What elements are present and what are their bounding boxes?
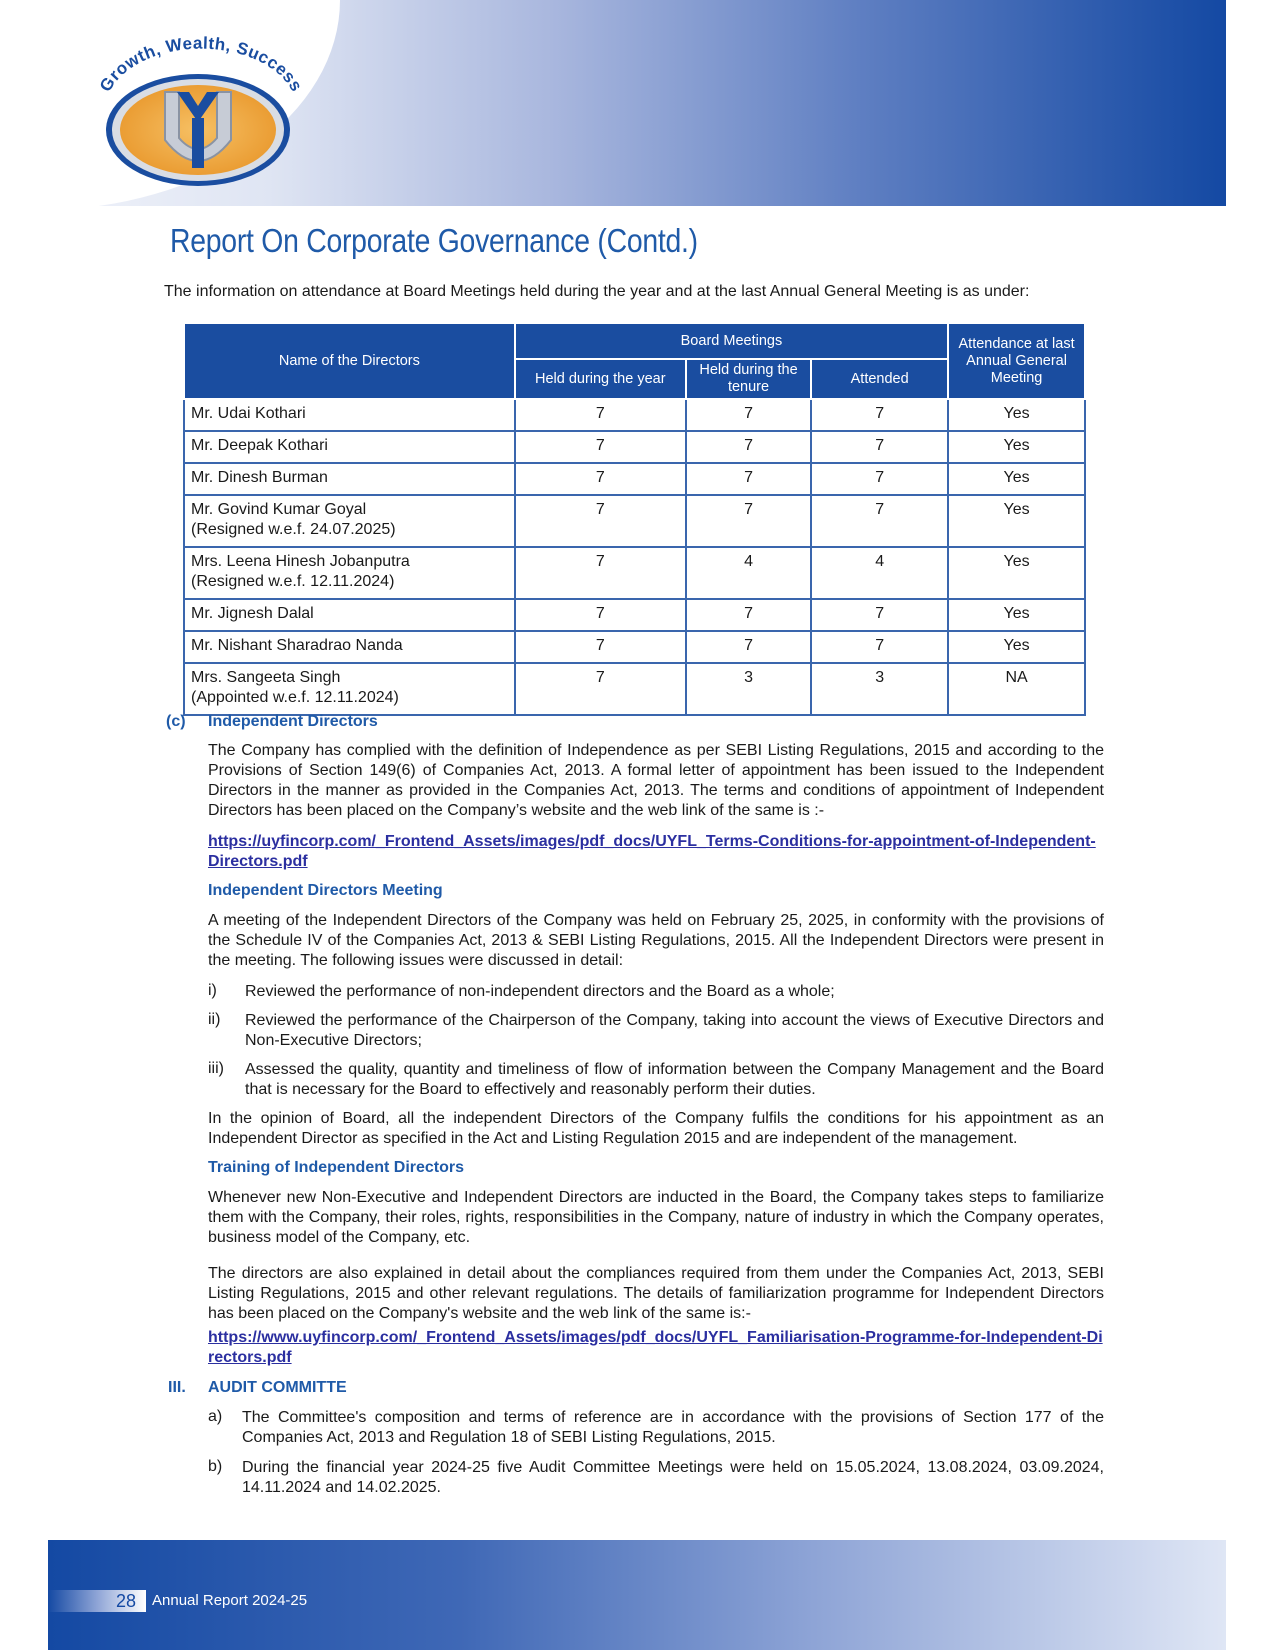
table-row xyxy=(184,663,1085,715)
list-marker: a) xyxy=(208,1408,223,1425)
logo-tagline: Growth, Wealth, Success xyxy=(95,33,307,95)
director-name: Mrs. Sangeeta Singh (Appointed w.e.f. 12.11.2024) xyxy=(184,663,515,715)
held-year-cell: 7 xyxy=(515,663,686,715)
held-year-cell: 7 xyxy=(515,463,686,495)
table-row xyxy=(184,495,1085,547)
agm-cell: Yes xyxy=(948,599,1085,631)
held-year-cell: 7 xyxy=(515,495,686,547)
director-note: (Resigned w.e.f. 12.11.2024) xyxy=(191,573,395,590)
familiarisation-link[interactable]: https://www.uyfincorp.com/_Frontend_Assets/images/pdf_docs/UYFL_Familiarisation-Programme-for-Independent-Directors.pdf xyxy=(208,1329,1103,1366)
company-logo xyxy=(95,20,310,190)
independence-paragraph: The Company has complied with the definition of Independence as per SEBI Listing Regulations, 2015 and according to the Provisions of Section 149(6) of Companies Act, 2013. A formal letter of appointment has been issued to the Independent Directors in the manner as provided in the Companies Act, 2013. The terms and conditions of appointment of Independent Directors has been placed on the Company’s website and the web link of the same is :- xyxy=(208,742,1104,819)
list-marker: iii) xyxy=(208,1060,224,1077)
page-title: Report On Corporate Governance (Contd.) xyxy=(170,222,698,259)
held-year-cell: 7 xyxy=(515,547,686,599)
list-item-text: The Committee's composition and terms of reference are in accordance with the provisions of Section 177 of the Companies Act, 2013 and Regulation 18 of SEBI Listing Regulations, 2015. xyxy=(242,1409,1104,1446)
attended-cell: 7 xyxy=(811,431,948,463)
board-opinion-paragraph: In the opinion of Board, all the independent Directors of the Company fulfils the conditions for his appointment as an Independent Director as specified in the Act and Listing Regulation 2015 and are independent of the management. xyxy=(208,1110,1104,1147)
table-row xyxy=(184,431,1085,463)
intro-text: The information on attendance at Board Meetings held during the year and at the last Annual General Meeting is as under: xyxy=(164,283,1030,300)
attended-cell: 4 xyxy=(811,547,948,599)
director-name: Mr. Udai Kothari xyxy=(184,399,515,431)
table-row xyxy=(184,399,1085,431)
attended-cell: 3 xyxy=(811,663,948,715)
table-row xyxy=(184,599,1085,631)
terms-conditions-link[interactable]: https://uyfincorp.com/_Frontend_Assets/images/pdf_docs/UYFL_Terms-Conditions-for-appointment-of-Independent-Directors.pdf xyxy=(208,833,1096,870)
table-row xyxy=(184,631,1085,663)
held-tenure-cell: 7 xyxy=(686,463,811,495)
attended-cell: 7 xyxy=(811,599,948,631)
list-marker: i) xyxy=(208,982,217,999)
director-note: (Resigned w.e.f. 24.07.2025) xyxy=(191,521,396,538)
table-row xyxy=(184,547,1085,599)
footer-label: Annual Report 2024-25 xyxy=(152,1592,308,1609)
held-tenure-cell: 7 xyxy=(686,599,811,631)
training-heading: Training of Independent Directors xyxy=(208,1159,465,1176)
agm-cell: Yes xyxy=(948,631,1085,663)
section-c-heading: Independent Directors xyxy=(208,713,378,730)
director-name: Mr. Govind Kumar Goyal (Resigned w.e.f. 24.07.2025) xyxy=(184,495,515,547)
director-name: Mr. Jignesh Dalal xyxy=(184,599,515,631)
id-meeting-paragraph: A meeting of the Independent Directors of the Company was held on February 25, 2025, in conformity with the provisions of the Schedule IV of the Companies Act, 2013 & SEBI Listing Regulations, 2015. All the Independent Directors were present in the meeting. The following issues were discussed in detail: xyxy=(208,912,1104,969)
held-year-cell: 7 xyxy=(515,631,686,663)
table-header-row xyxy=(184,323,1085,359)
agm-cell: Yes xyxy=(948,547,1085,599)
col-header-board-meetings: Board Meetings xyxy=(515,323,948,359)
held-tenure-cell: 4 xyxy=(686,547,811,599)
agm-cell: Yes xyxy=(948,463,1085,495)
page-number: 28 xyxy=(116,1591,137,1611)
director-name: Mr. Dinesh Burman xyxy=(184,463,515,495)
list-item-text: Reviewed the performance of non-independent directors and the Board as a whole; xyxy=(245,983,835,1000)
training-paragraph-2: The directors are also explained in detail about the compliances required from them under the Companies Act, 2013, SEBI Listing Regulations, 2015 and other relevant regulations. The details of familiarization programme for Independent Directors has been placed on the Company's website and the web link of the same is:- xyxy=(208,1265,1104,1322)
held-year-cell: 7 xyxy=(515,399,686,431)
held-tenure-cell: 7 xyxy=(686,631,811,663)
agm-cell: Yes xyxy=(948,495,1085,547)
held-tenure-cell: 7 xyxy=(686,399,811,431)
held-tenure-cell: 3 xyxy=(686,663,811,715)
section-iii-marker: III. xyxy=(168,1379,186,1396)
list-marker: ii) xyxy=(208,1011,221,1028)
training-paragraph-1: Whenever new Non-Executive and Independent Directors are inducted in the Board, the Company takes steps to familiarize them with the Company, their roles, rights, responsibilities in the Company, nature of industry in which the Company operates, business model of the Company, etc. xyxy=(208,1189,1104,1246)
held-tenure-cell: 7 xyxy=(686,495,811,547)
agm-cell: NA xyxy=(948,663,1085,715)
col-header-agm: Attendance at last Annual General Meeting xyxy=(948,323,1085,399)
attended-cell: 7 xyxy=(811,399,948,431)
list-item-text: Assessed the quality, quantity and timeliness of flow of information between the Company Management and the Board that is necessary for the Board to effectively and reasonably perform their duties. xyxy=(245,1061,1104,1098)
id-meeting-heading: Independent Directors Meeting xyxy=(208,882,443,899)
col-header-held-year: Held during the year xyxy=(515,359,686,399)
attended-cell: 7 xyxy=(811,631,948,663)
table-row xyxy=(184,463,1085,495)
audit-committee-heading: AUDIT COMMITTE xyxy=(208,1379,347,1396)
col-header-attended: Attended xyxy=(811,359,948,399)
agm-cell: Yes xyxy=(948,399,1085,431)
director-name: Mr. Nishant Sharadrao Nanda xyxy=(184,631,515,663)
list-marker: b) xyxy=(208,1458,223,1475)
col-header-held-tenure: Held during the tenure xyxy=(686,359,811,399)
held-year-cell: 7 xyxy=(515,599,686,631)
section-c-marker: (c) xyxy=(166,713,186,730)
col-header-name: Name of the Directors xyxy=(184,323,515,399)
director-name: Mrs. Leena Hinesh Jobanputra (Resigned w.e.f. 12.11.2024) xyxy=(184,547,515,599)
held-year-cell: 7 xyxy=(515,431,686,463)
attendance-table xyxy=(183,322,1086,716)
held-tenure-cell: 7 xyxy=(686,431,811,463)
agm-cell: Yes xyxy=(948,431,1085,463)
director-name: Mr. Deepak Kothari xyxy=(184,431,515,463)
list-item-text: During the financial year 2024-25 five Audit Committee Meetings were held on 15.05.2024, 13.08.2024, 03.09.2024, 14.11.2024 and 14.02.2025. xyxy=(242,1459,1104,1496)
attended-cell: 7 xyxy=(811,495,948,547)
attended-cell: 7 xyxy=(811,463,948,495)
director-note: (Appointed w.e.f. 12.11.2024) xyxy=(191,689,399,706)
list-item-text: Reviewed the performance of the Chairperson of the Company, taking into account the views of Executive Directors and Non-Executive Directors; xyxy=(245,1012,1104,1049)
